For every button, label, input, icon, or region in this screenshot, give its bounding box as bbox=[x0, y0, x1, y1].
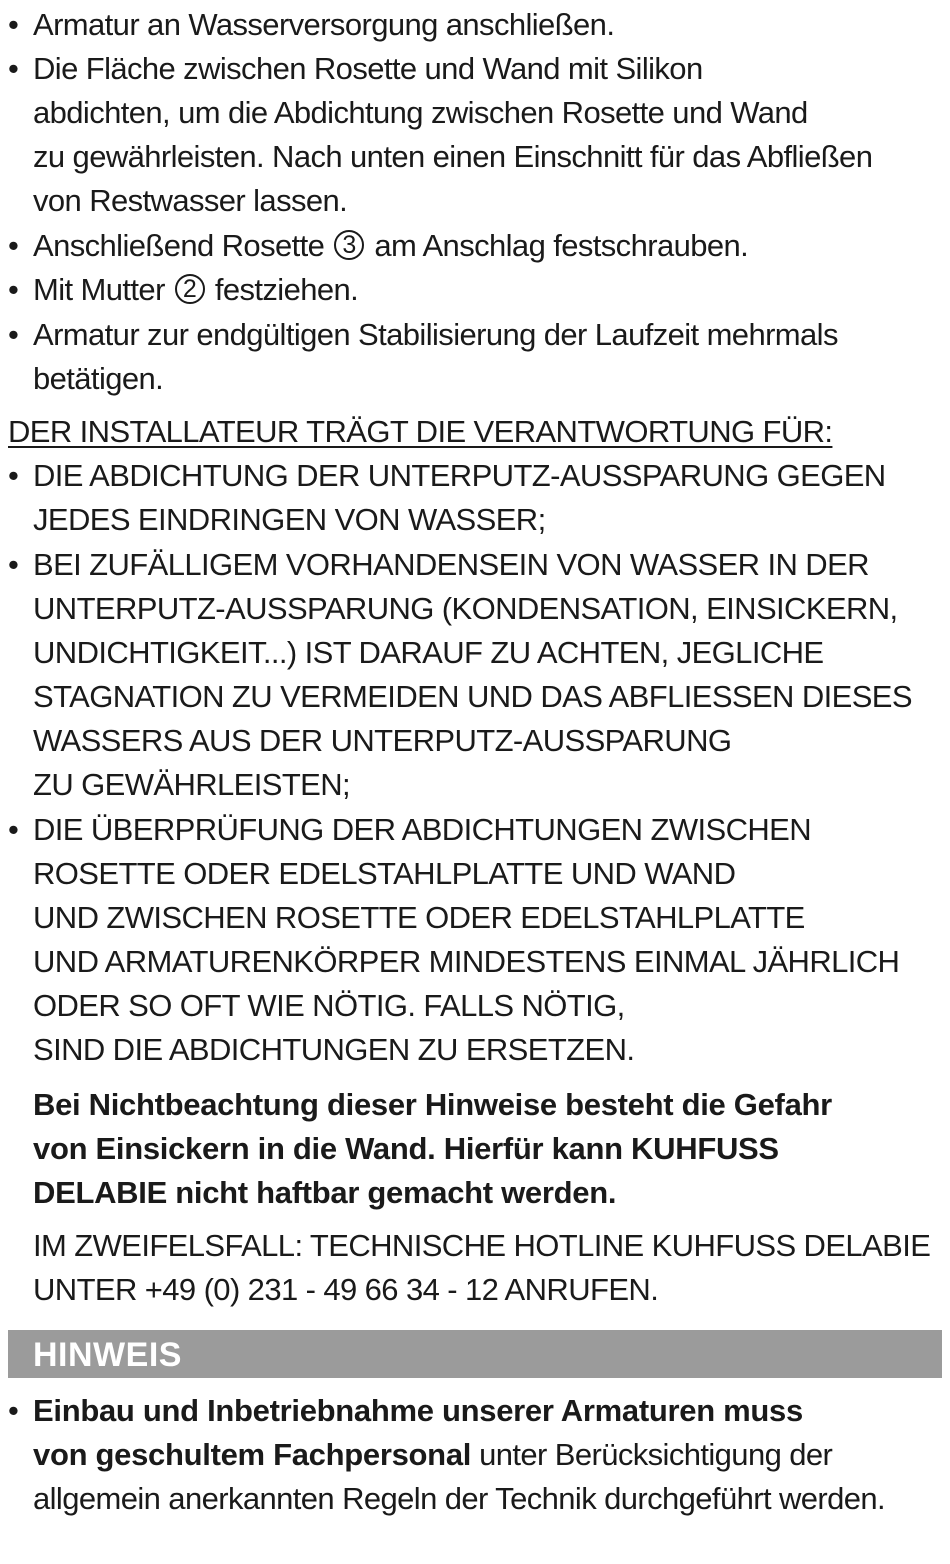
responsibility-item-2-line-5: WASSERS AUS DER UNTERPUTZ-AUSSPARUNG bbox=[33, 723, 732, 758]
responsibility-item-1-line-1: DIE ABDICHTUNG DER UNTERPUTZ-AUSSPARUNG GEGEN bbox=[33, 458, 886, 493]
instruction-item-2-line-4: von Restwasser lassen. bbox=[33, 183, 348, 218]
hinweis-line-2-rest: unter Berücksichtigung der bbox=[471, 1437, 833, 1472]
responsibility-item-3-line-4: UND ARMATURENKÖRPER MINDESTENS EINMAL JÄHRLICH bbox=[33, 944, 900, 979]
hotline-line-2: UNTER +49 (0) 231 - 49 66 34 - 12 ANRUFEN. bbox=[33, 1272, 659, 1307]
circled-number-2: 2 bbox=[175, 274, 205, 304]
bullet-marker: • bbox=[8, 317, 19, 352]
hinweis-line-2 bbox=[33, 1433, 832, 1477]
instruction-item-4-text-start: Mit Mutter bbox=[33, 272, 165, 307]
instruction-item-4 bbox=[33, 268, 358, 312]
bullet-marker: • bbox=[8, 228, 19, 263]
instruction-item-3-text-end: am Anschlag festschrauben. bbox=[374, 228, 749, 263]
responsibility-item-2-line-4: STAGNATION ZU VERMEIDEN UND DAS ABFLIESSEN DIESES bbox=[33, 679, 912, 714]
bullet-marker: • bbox=[8, 812, 19, 847]
responsibility-item-2-line-1: BEI ZUFÄLLIGEM VORHANDENSEIN VON WASSER IN DER bbox=[33, 547, 869, 582]
bullet-marker: • bbox=[8, 51, 19, 86]
responsibility-item-3-line-2: ROSETTE ODER EDELSTAHLPLATTE UND WAND bbox=[33, 856, 736, 891]
responsibility-item-2-line-6: ZU GEWÄHRLEISTEN; bbox=[33, 767, 351, 802]
bullet-marker: • bbox=[8, 7, 19, 42]
responsibility-item-3-line-1: DIE ÜBERPRÜFUNG DER ABDICHTUNGEN ZWISCHEN bbox=[33, 812, 812, 847]
hinweis-line-1: Einbau und Inbetriebnahme unserer Armaturen muss bbox=[33, 1393, 803, 1428]
instruction-item-2-line-1: Die Fläche zwischen Rosette und Wand mit Silikon bbox=[33, 51, 703, 86]
hinweis-line-3: allgemein anerkannten Regeln der Technik durchgeführt werden. bbox=[33, 1481, 886, 1516]
responsibility-item-3-line-6: SIND DIE ABDICHTUNGEN ZU ERSETZEN. bbox=[33, 1032, 635, 1067]
warning-line-3: DELABIE nicht haftbar gemacht werden. bbox=[33, 1175, 617, 1210]
warning-line-2: von Einsickern in die Wand. Hierfür kann KUHFUSS bbox=[33, 1131, 779, 1166]
hotline-line-1: IM ZWEIFELSFALL: TECHNISCHE HOTLINE KUHFUSS DELABIE bbox=[33, 1228, 931, 1263]
instruction-item-3 bbox=[33, 224, 748, 268]
bullet-marker: • bbox=[8, 272, 19, 307]
responsibility-item-2-line-2: UNTERPUTZ-AUSSPARUNG (KONDENSATION, EINSICKERN, bbox=[33, 591, 898, 626]
bullet-marker: • bbox=[8, 1393, 19, 1428]
instruction-item-5-line-2: betätigen. bbox=[33, 361, 164, 396]
instruction-item-3-text-start: Anschließend Rosette bbox=[33, 228, 325, 263]
bullet-marker: • bbox=[8, 458, 19, 493]
bullet-marker: • bbox=[8, 547, 19, 582]
instruction-item-2-line-3: zu gewährleisten. Nach unten einen Einschnitt für das Abfließen bbox=[33, 139, 873, 174]
responsibility-item-1-line-2: JEDES EINDRINGEN VON WASSER; bbox=[33, 502, 546, 537]
responsibility-item-3-line-3: UND ZWISCHEN ROSETTE ODER EDELSTAHLPLATTE bbox=[33, 900, 805, 935]
hinweis-title: HINWEIS bbox=[33, 1336, 182, 1374]
hinweis-section-bar bbox=[8, 1330, 942, 1378]
instruction-item-2-line-2: abdichten, um die Abdichtung zwischen Rosette und Wand bbox=[33, 95, 808, 130]
instruction-item-1: Armatur an Wasserversorgung anschließen. bbox=[33, 7, 615, 42]
responsibility-item-3-line-5: ODER SO OFT WIE NÖTIG. FALLS NÖTIG, bbox=[33, 988, 625, 1023]
instruction-item-4-text-end: festziehen. bbox=[214, 272, 359, 307]
responsibility-heading: DER INSTALLATEUR TRÄGT DIE VERANTWORTUNG FÜR: bbox=[8, 414, 833, 449]
circled-number-3: 3 bbox=[334, 230, 364, 260]
responsibility-item-2-line-3: UNDICHTIGKEIT...) IST DARAUF ZU ACHTEN, JEGLICHE bbox=[33, 635, 824, 670]
hinweis-line-2-bold: von geschultem Fachpersonal bbox=[33, 1437, 472, 1472]
instruction-item-5-line-1: Armatur zur endgültigen Stabilisierung der Laufzeit mehrmals bbox=[33, 317, 838, 352]
warning-line-1: Bei Nichtbeachtung dieser Hinweise besteht die Gefahr bbox=[33, 1087, 832, 1122]
